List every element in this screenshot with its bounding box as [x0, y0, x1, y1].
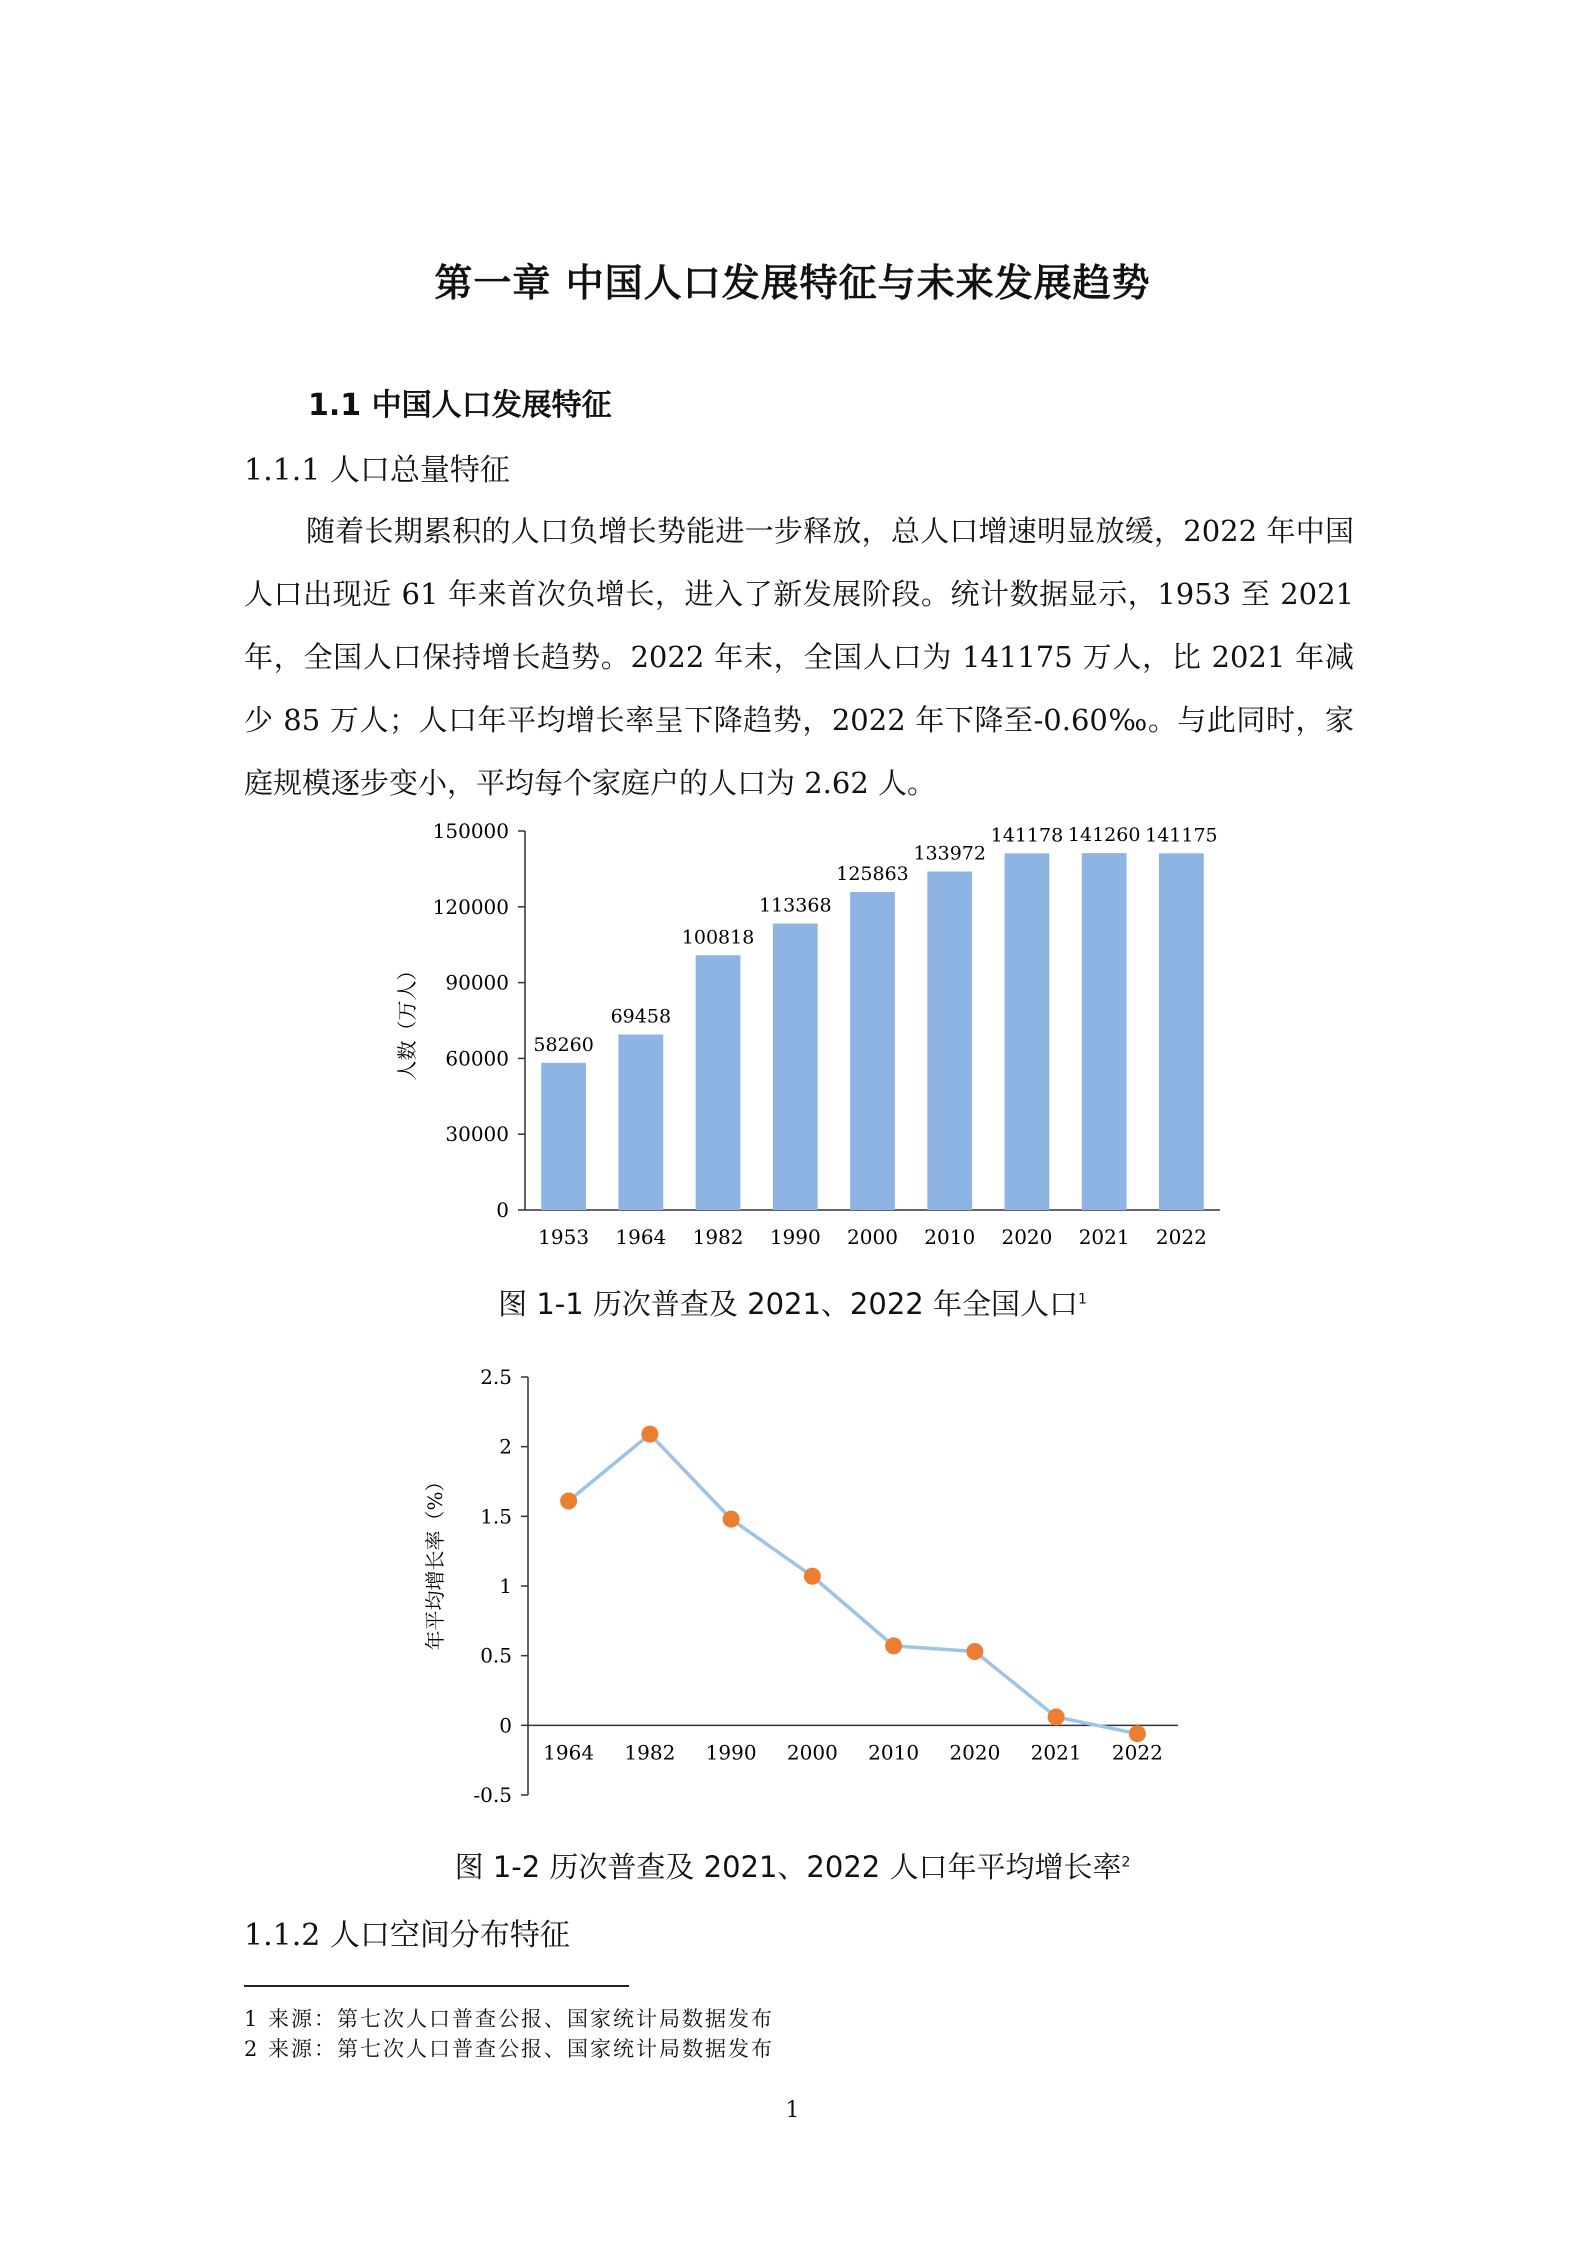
x-tick-label: 1982 [692, 1225, 744, 1249]
bar [1082, 853, 1127, 1210]
chapter-title: 第一章 中国人口发展特征与未来发展趋势 [434, 261, 1151, 305]
x-tick-label: 2000 [786, 1740, 838, 1765]
x-tick-label: 2022 [1111, 1740, 1163, 1765]
x-tick-label: 2010 [868, 1740, 920, 1765]
bar [696, 955, 741, 1210]
bar-data-label: 133972 [913, 842, 986, 865]
figure-1-footnote-ref: 1 [1077, 1291, 1087, 1308]
data-point [966, 1643, 983, 1660]
y-tick-label: 30000 [445, 1122, 509, 1147]
y-tick-label: 1.5 [480, 1504, 512, 1529]
bar-data-label: 141178 [990, 824, 1064, 847]
y-tick-label: 150000 [432, 819, 509, 843]
subsection-title-spatial-distribution: 1.1.2 人口空间分布特征 [244, 1918, 570, 1953]
bar-chart-plot [395, 819, 1220, 1249]
data-point [1048, 1708, 1065, 1725]
figure-2-caption [0, 1845, 1585, 1886]
data-point [723, 1511, 740, 1528]
bar [927, 871, 972, 1210]
x-tick-label: 2021 [1030, 1740, 1082, 1765]
y-tick-label: -0.5 [473, 1783, 512, 1807]
x-tick-label: 2022 [1155, 1225, 1207, 1249]
section-title: 1.1 中国人口发展特征 [308, 388, 612, 423]
x-tick-label: 2010 [924, 1225, 976, 1249]
data-point [641, 1426, 658, 1443]
bar-data-label: 100818 [681, 926, 755, 949]
bar [1005, 853, 1050, 1210]
bar [850, 892, 895, 1210]
y-axis-title: 人数（万人） [395, 960, 419, 1081]
y-tick-label: 1 [499, 1574, 512, 1598]
body-paragraph [244, 500, 1354, 815]
x-tick-label: 1964 [615, 1225, 667, 1249]
data-point [560, 1493, 577, 1510]
bar-data-label: 113368 [759, 894, 832, 917]
figure-2-footnote-ref: 2 [1121, 1854, 1131, 1871]
bar [618, 1035, 663, 1210]
y-tick-label: 60000 [445, 1046, 509, 1071]
y-tick-label: 120000 [432, 894, 509, 919]
x-tick-label: 1964 [543, 1740, 595, 1765]
data-point [804, 1568, 821, 1585]
figure-1-caption-text: 图 1-1 历次普查及 2021、2022 年全国人口 [498, 1287, 1078, 1321]
footnote-divider [244, 1985, 629, 1987]
figure-2-caption-text: 图 1-2 历次普查及 2021、2022 人口年平均增长率 [454, 1850, 1122, 1884]
x-tick-label: 1990 [769, 1225, 821, 1249]
x-tick-label: 2000 [847, 1225, 898, 1249]
bar-data-label: 125863 [836, 862, 909, 885]
page-number: 1 [785, 2098, 800, 2123]
footnote-2: 2 来源：第七次人口普查公报、国家统计局数据发布 [244, 2037, 775, 2061]
y-tick-label: 90000 [445, 970, 509, 995]
footnote-1: 1 来源：第七次人口普查公报、国家统计局数据发布 [244, 2007, 775, 2031]
subsection-title-total-population: 1.1.1 人口总量特征 [244, 453, 510, 488]
x-tick-label: 2020 [949, 1740, 1001, 1765]
x-tick-label: 2021 [1078, 1225, 1130, 1249]
y-tick-label: 0 [496, 1198, 509, 1222]
y-tick-label: 0 [499, 1713, 512, 1738]
line-chart-plot [423, 1365, 1178, 1807]
bar [1159, 853, 1204, 1210]
x-tick-label: 1982 [624, 1740, 676, 1765]
x-tick-label: 1990 [705, 1740, 757, 1765]
bar [541, 1063, 586, 1210]
y-tick-label: 2 [499, 1434, 512, 1459]
bar-data-label: 69458 [610, 1005, 672, 1028]
y-tick-label: 2.5 [480, 1365, 512, 1389]
series-line [569, 1434, 1138, 1734]
growth-rate-line-chart [410, 1355, 1230, 1825]
bar [773, 924, 818, 1210]
paragraph-text: 随着长期累积的人口负增长势能进一步释放，总人口增速明显放缓，2022 年中国人口出现近 61 年来首次负增长，进入了新发展阶段。统计数据显示，1953 至 2021 年，全国人口保持增长趋势。2022 年末，全国人口为 141175 万人，比 2021 年减少 85 万人；人口年平均增长率呈下降趋势，2022 年下降至-0.60‰。与此同时，家庭规模逐步变小，平均每个家庭户的人口为 2.62 人。 [244, 514, 1354, 800]
x-tick-label: 2020 [1001, 1225, 1053, 1249]
data-point [885, 1637, 902, 1654]
x-tick-label: 1953 [538, 1225, 590, 1249]
bar-data-label: 141175 [1145, 824, 1218, 847]
y-axis-title: 年平均增长率（%） [423, 1471, 447, 1651]
population-bar-chart [380, 805, 1260, 1265]
bar-data-label: 58260 [533, 1033, 594, 1056]
figure-1-caption [0, 1282, 1585, 1323]
y-tick-label: 0.5 [480, 1643, 512, 1668]
bar-data-label: 141260 [1067, 824, 1141, 847]
